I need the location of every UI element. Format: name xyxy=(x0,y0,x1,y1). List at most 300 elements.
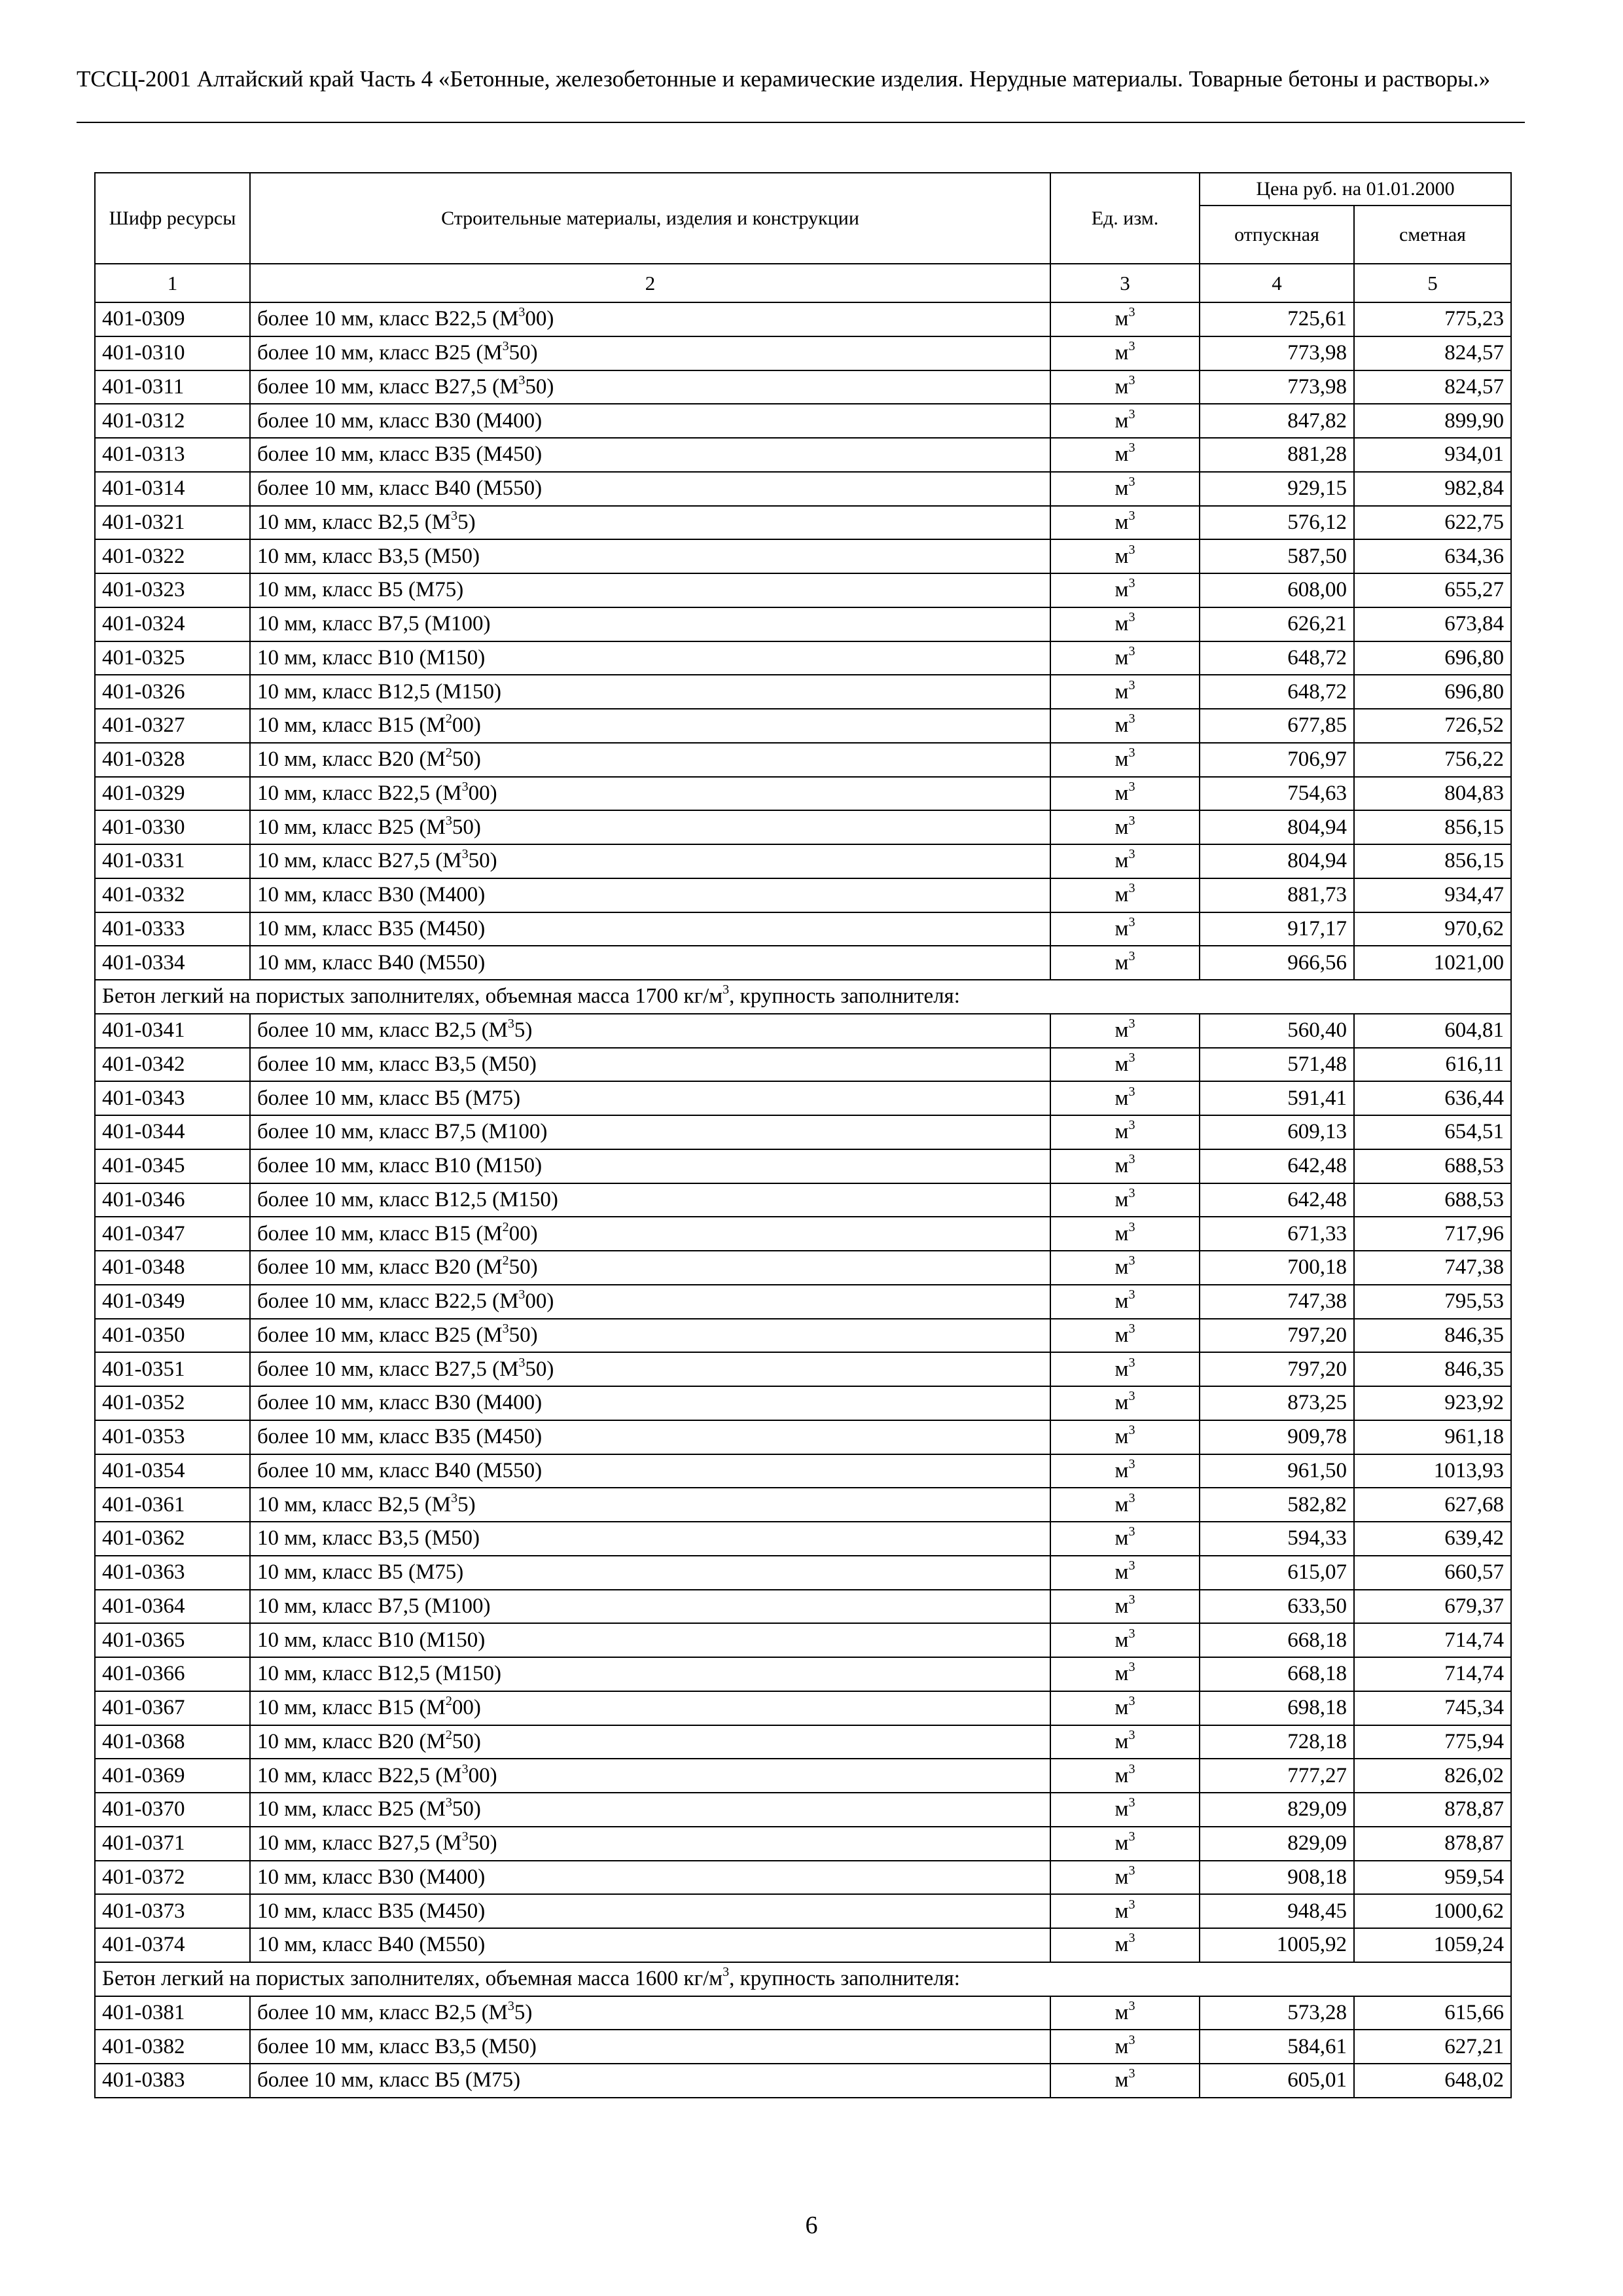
material-name-text: 10 мм, класс В25 (М xyxy=(257,815,446,839)
material-name-text: 10 мм, класс В25 (М xyxy=(257,1797,446,1821)
table-row xyxy=(95,370,1511,404)
estimate-price: 688,53 xyxy=(1354,1183,1511,1217)
resource-code: 401-0329 xyxy=(95,777,250,811)
release-price: 961,50 xyxy=(1200,1454,1354,1488)
material-name xyxy=(250,370,1050,404)
estimate-price: 923,92 xyxy=(1354,1386,1511,1420)
table-row xyxy=(95,777,1511,811)
table-row xyxy=(95,404,1511,438)
unit-cell xyxy=(1050,1251,1200,1285)
material-name-tail: 5) xyxy=(514,1018,533,1043)
superscript: 3 xyxy=(1128,813,1135,828)
material-name-text: 10 мм, класс В20 (М xyxy=(257,747,446,772)
table-row xyxy=(95,810,1511,844)
superscript: 3 xyxy=(1128,1321,1135,1336)
material-name xyxy=(250,1488,1050,1522)
material-name-text: более 10 мм, класс В22,5 (М xyxy=(257,1289,519,1314)
table-row xyxy=(95,302,1511,336)
unit-cell xyxy=(1050,607,1200,641)
release-price: 917,17 xyxy=(1200,912,1354,946)
superscript: 3 xyxy=(451,508,458,523)
unit-text: м xyxy=(1115,578,1129,602)
release-price: 698,18 xyxy=(1200,1691,1354,1725)
material-name-tail: 5) xyxy=(514,2000,533,2024)
estimate-price: 717,96 xyxy=(1354,1217,1511,1251)
unit-text: м xyxy=(1115,883,1129,907)
material-name xyxy=(250,1217,1050,1251)
superscript: 3 xyxy=(518,1355,526,1370)
unit-text: м xyxy=(1115,1187,1129,1211)
section-row xyxy=(95,1962,1511,1996)
release-price: 829,09 xyxy=(1200,1827,1354,1861)
unit-cell xyxy=(1050,1454,1200,1488)
release-price: 929,15 xyxy=(1200,472,1354,506)
unit-text: м xyxy=(1115,1120,1129,1144)
resource-code: 401-0345 xyxy=(95,1149,250,1183)
material-name-text: более 10 мм, класс В40 (М550) xyxy=(257,1458,543,1482)
unit-cell xyxy=(1050,1285,1200,1319)
estimate-price: 934,01 xyxy=(1354,438,1511,472)
material-name xyxy=(250,1928,1050,1962)
material-name-text: 10 мм, класс В15 (М xyxy=(257,1696,446,1720)
superscript: 2 xyxy=(445,745,452,761)
table-row xyxy=(95,1522,1511,1556)
unit-cell xyxy=(1050,1894,1200,1928)
release-price: 873,25 xyxy=(1200,1386,1354,1420)
release-price: 668,18 xyxy=(1200,1657,1354,1691)
resource-code: 401-0349 xyxy=(95,1285,250,1319)
material-name-tail: 50) xyxy=(525,374,554,399)
material-name-text: 10 мм, класс В7,5 (М100) xyxy=(257,1594,491,1618)
superscript: 3 xyxy=(507,1016,514,1031)
table-row xyxy=(95,844,1511,878)
release-price: 804,94 xyxy=(1200,810,1354,844)
resource-code: 401-0328 xyxy=(95,743,250,777)
material-name-text: 10 мм, класс В40 (М550) xyxy=(257,1933,486,1957)
material-name-text: более 10 мм, класс В35 (М450) xyxy=(257,442,543,467)
material-name-text: более 10 мм, класс В10 (М150) xyxy=(257,1154,543,1178)
release-price: 948,45 xyxy=(1200,1894,1354,1928)
material-name-tail: 00) xyxy=(525,1289,554,1314)
table-row xyxy=(95,1793,1511,1827)
superscript: 3 xyxy=(1128,1016,1135,1031)
col-number: 5 xyxy=(1354,264,1511,302)
estimate-price: 654,51 xyxy=(1354,1115,1511,1149)
unit-text: м xyxy=(1115,1086,1129,1110)
release-price: 594,33 xyxy=(1200,1522,1354,1556)
section-text: Бетон легкий на пористых заполнителях, объемная масса 1600 кг/м xyxy=(102,1967,723,1991)
table-row xyxy=(95,2064,1511,2098)
material-name-tail: 5) xyxy=(457,1492,476,1516)
col-number: 3 xyxy=(1050,264,1200,302)
table-row xyxy=(95,1759,1511,1793)
resource-code: 401-0324 xyxy=(95,607,250,641)
release-price: 642,48 xyxy=(1200,1149,1354,1183)
material-name-text: 10 мм, класс В5 (М75) xyxy=(257,1560,464,1585)
material-name-text: более 10 мм, класс В40 (М550) xyxy=(257,476,543,501)
material-name xyxy=(250,1759,1050,1793)
unit-cell xyxy=(1050,1759,1200,1793)
unit-text: м xyxy=(1115,1696,1129,1720)
release-price: 728,18 xyxy=(1200,1725,1354,1759)
resource-code: 401-0368 xyxy=(95,1725,250,1759)
material-name-text: 10 мм, класс В40 (М550) xyxy=(257,950,486,975)
material-name-text: более 10 мм, класс В5 (М75) xyxy=(257,1086,521,1110)
material-name-text: 10 мм, класс В12,5 (М150) xyxy=(257,1662,502,1686)
estimate-price: 959,54 xyxy=(1354,1861,1511,1895)
unit-cell xyxy=(1050,1319,1200,1353)
material-name-text: более 10 мм, класс В2,5 (М xyxy=(257,2000,508,2024)
estimate-price: 639,42 xyxy=(1354,1522,1511,1556)
unit-text: м xyxy=(1115,1221,1129,1246)
superscript: 3 xyxy=(518,372,526,387)
release-price: 608,00 xyxy=(1200,573,1354,607)
material-name xyxy=(250,777,1050,811)
material-name-text: 10 мм, класс В30 (М400) xyxy=(257,883,486,907)
unit-cell xyxy=(1050,1048,1200,1082)
unit-cell xyxy=(1050,709,1200,743)
table-row xyxy=(95,912,1511,946)
estimate-price: 636,44 xyxy=(1354,1081,1511,1115)
material-name-text: 10 мм, класс В10 (М150) xyxy=(257,645,486,670)
material-name-text: более 10 мм, класс В27,5 (М xyxy=(257,374,519,399)
estimate-price: 824,57 xyxy=(1354,370,1511,404)
unit-text: м xyxy=(1115,1628,1129,1652)
material-name-tail: 50) xyxy=(452,747,481,772)
material-name-text: более 10 мм, класс В15 (М xyxy=(257,1221,503,1246)
resource-code: 401-0374 xyxy=(95,1928,250,1962)
material-name-text: более 10 мм, класс В7,5 (М100) xyxy=(257,1120,548,1144)
unit-text: м xyxy=(1115,815,1129,839)
resource-code: 401-0326 xyxy=(95,675,250,709)
release-price: 633,50 xyxy=(1200,1590,1354,1624)
material-name xyxy=(250,573,1050,607)
superscript: 3 xyxy=(1128,440,1135,456)
estimate-price: 899,90 xyxy=(1354,404,1511,438)
table-row xyxy=(95,946,1511,980)
table-row xyxy=(95,573,1511,607)
superscript: 3 xyxy=(1128,1931,1135,1946)
superscript: 3 xyxy=(507,1998,514,2013)
resource-code: 401-0325 xyxy=(95,641,250,675)
table-row xyxy=(95,1014,1511,1048)
release-price: 797,20 xyxy=(1200,1319,1354,1353)
material-name xyxy=(250,1691,1050,1725)
table-row xyxy=(95,1081,1511,1115)
material-name-text: 10 мм, класс В27,5 (М xyxy=(257,1831,462,1856)
material-name-tail: 50) xyxy=(452,1729,481,1753)
estimate-price: 696,80 xyxy=(1354,675,1511,709)
resource-code: 401-0330 xyxy=(95,810,250,844)
resource-code: 401-0373 xyxy=(95,1894,250,1928)
estimate-price: 856,15 xyxy=(1354,810,1511,844)
unit-text: м xyxy=(1115,2000,1129,2024)
estimate-price: 756,22 xyxy=(1354,743,1511,777)
material-name xyxy=(250,1725,1050,1759)
unit-cell xyxy=(1050,777,1200,811)
section-text: Бетон легкий на пористых заполнителях, объемная масса 1700 кг/м xyxy=(102,984,723,1009)
table-body xyxy=(95,302,1511,2098)
superscript: 3 xyxy=(1128,339,1135,354)
release-price: 648,72 xyxy=(1200,675,1354,709)
release-price: 648,72 xyxy=(1200,641,1354,675)
unit-text: м xyxy=(1115,1492,1129,1516)
table-row xyxy=(95,743,1511,777)
resource-code: 401-0369 xyxy=(95,1759,250,1793)
release-price: 777,27 xyxy=(1200,1759,1354,1793)
estimate-price: 622,75 xyxy=(1354,506,1511,540)
material-name xyxy=(250,810,1050,844)
superscript: 3 xyxy=(1128,948,1135,963)
material-name xyxy=(250,2064,1050,2098)
unit-text: м xyxy=(1115,307,1129,331)
unit-text: м xyxy=(1115,1662,1129,1686)
unit-cell xyxy=(1050,1149,1200,1183)
resource-code: 401-0332 xyxy=(95,878,250,912)
superscript: 3 xyxy=(1128,372,1135,387)
release-price: 677,85 xyxy=(1200,709,1354,743)
table-row xyxy=(95,675,1511,709)
material-name-text: 10 мм, класс В3,5 (М50) xyxy=(257,544,480,568)
material-name xyxy=(250,1081,1050,1115)
col-header-name: Строительные материалы, изделия и конструкции xyxy=(250,173,1050,264)
unit-text: м xyxy=(1115,1154,1129,1178)
material-name-text: более 10 мм, класс В35 (М450) xyxy=(257,1425,543,1449)
estimate-price: 824,57 xyxy=(1354,336,1511,370)
release-price: 576,12 xyxy=(1200,506,1354,540)
release-price: 700,18 xyxy=(1200,1251,1354,1285)
resource-code: 401-0310 xyxy=(95,336,250,370)
superscript: 3 xyxy=(1128,1219,1135,1234)
superscript: 3 xyxy=(1128,1050,1135,1065)
material-name-text: 10 мм, класс В27,5 (М xyxy=(257,849,462,873)
unit-cell xyxy=(1050,404,1200,438)
resource-code: 401-0327 xyxy=(95,709,250,743)
material-name xyxy=(250,1454,1050,1488)
section-title xyxy=(95,1962,1511,1996)
unit-text: м xyxy=(1115,2034,1129,2058)
unit-text: м xyxy=(1115,408,1129,433)
table-row xyxy=(95,1115,1511,1149)
col-header-release-price: отпускная xyxy=(1200,206,1354,264)
unit-cell xyxy=(1050,1623,1200,1657)
unit-text: м xyxy=(1115,1018,1129,1043)
material-name xyxy=(250,1386,1050,1420)
release-price: 584,61 xyxy=(1200,2030,1354,2064)
material-name xyxy=(250,1048,1050,1082)
unit-text: м xyxy=(1115,950,1129,975)
table-row xyxy=(95,1623,1511,1657)
estimate-price: 775,94 xyxy=(1354,1725,1511,1759)
superscript: 3 xyxy=(461,779,469,794)
resource-code: 401-0370 xyxy=(95,1793,250,1827)
superscript: 3 xyxy=(722,982,730,997)
resource-code: 401-0381 xyxy=(95,1996,250,2030)
material-name-text: 10 мм, класс В15 (М xyxy=(257,713,446,738)
material-name xyxy=(250,1996,1050,2030)
superscript: 3 xyxy=(1128,1152,1135,1167)
material-name xyxy=(250,1623,1050,1657)
resource-code: 401-0363 xyxy=(95,1556,250,1590)
resource-code: 401-0342 xyxy=(95,1048,250,1082)
material-name xyxy=(250,1894,1050,1928)
material-name-text: 10 мм, класс В3,5 (М50) xyxy=(257,1526,480,1551)
table-row xyxy=(95,1488,1511,1522)
superscript: 3 xyxy=(1128,1897,1135,1912)
unit-text: м xyxy=(1115,1763,1129,1787)
material-name xyxy=(250,1251,1050,1285)
unit-cell xyxy=(1050,1725,1200,1759)
material-name-text: более 10 мм, класс В12,5 (М150) xyxy=(257,1187,558,1211)
material-name-text: более 10 мм, класс В22,5 (М xyxy=(257,307,519,331)
unit-text: м xyxy=(1115,1052,1129,1076)
col-header-code: Шифр ресурсы xyxy=(95,173,250,264)
unit-cell xyxy=(1050,2030,1200,2064)
material-name xyxy=(250,1115,1050,1149)
material-name-text: 10 мм, класс В35 (М450) xyxy=(257,916,486,941)
material-name-text: более 10 мм, класс В30 (М400) xyxy=(257,1391,543,1415)
table-row xyxy=(95,472,1511,506)
superscript: 3 xyxy=(461,1829,469,1844)
table-row xyxy=(95,539,1511,573)
resource-code: 401-0347 xyxy=(95,1217,250,1251)
table-row xyxy=(95,1827,1511,1861)
material-name xyxy=(250,1657,1050,1691)
resource-code: 401-0343 xyxy=(95,1081,250,1115)
unit-text: м xyxy=(1115,612,1129,636)
estimate-price: 627,68 xyxy=(1354,1488,1511,1522)
release-price: 881,73 xyxy=(1200,878,1354,912)
material-name-text: более 10 мм, класс В3,5 (М50) xyxy=(257,2034,537,2058)
unit-text: м xyxy=(1115,544,1129,568)
material-name xyxy=(250,1793,1050,1827)
superscript: 3 xyxy=(1128,1118,1135,1133)
material-name xyxy=(250,709,1050,743)
resource-code: 401-0352 xyxy=(95,1386,250,1420)
estimate-price: 688,53 xyxy=(1354,1149,1511,1183)
material-name xyxy=(250,878,1050,912)
estimate-price: 878,87 xyxy=(1354,1793,1511,1827)
resource-code: 401-0344 xyxy=(95,1115,250,1149)
release-price: 881,28 xyxy=(1200,438,1354,472)
estimate-price: 627,21 xyxy=(1354,2030,1511,2064)
table-row xyxy=(95,1251,1511,1285)
header-title: ТССЦ-2001 Алтайский край Часть 4 «Бетонные, железобетонные и керамические изделия. Нерудные материалы. Товарные бетоны и растворы.» xyxy=(77,66,1491,92)
unit-cell xyxy=(1050,1488,1200,1522)
table-row xyxy=(95,607,1511,641)
unit-cell xyxy=(1050,1861,1200,1895)
release-price: 909,78 xyxy=(1200,1420,1354,1454)
material-name xyxy=(250,336,1050,370)
superscript: 3 xyxy=(1128,1389,1135,1404)
superscript: 3 xyxy=(1128,1524,1135,1539)
material-name xyxy=(250,1522,1050,1556)
unit-cell xyxy=(1050,336,1200,370)
resource-code: 401-0309 xyxy=(95,302,250,336)
release-price: 773,98 xyxy=(1200,336,1354,370)
resource-code: 401-0366 xyxy=(95,1657,250,1691)
unit-cell xyxy=(1050,912,1200,946)
resource-code: 401-0322 xyxy=(95,539,250,573)
estimate-price: 795,53 xyxy=(1354,1285,1511,1319)
unit-text: м xyxy=(1115,849,1129,873)
unit-text: м xyxy=(1115,1933,1129,1957)
resource-code: 401-0383 xyxy=(95,2064,250,2098)
material-name-text: 10 мм, класс В22,5 (М xyxy=(257,1763,462,1787)
superscript: 3 xyxy=(1128,542,1135,557)
unit-cell xyxy=(1050,370,1200,404)
unit-text: м xyxy=(1115,1594,1129,1618)
release-price: 725,61 xyxy=(1200,302,1354,336)
estimate-price: 982,84 xyxy=(1354,472,1511,506)
superscript: 3 xyxy=(461,1761,469,1776)
unit-cell xyxy=(1050,1793,1200,1827)
unit-cell xyxy=(1050,810,1200,844)
unit-text: м xyxy=(1115,374,1129,399)
table-row xyxy=(95,1352,1511,1386)
unit-cell xyxy=(1050,675,1200,709)
col-number: 2 xyxy=(250,264,1050,302)
superscript: 3 xyxy=(1128,1084,1135,1099)
material-name-tail: 5) xyxy=(457,510,476,534)
section-text-tail: , крупность заполнителя: xyxy=(729,984,960,1009)
resource-code: 401-0362 xyxy=(95,1522,250,1556)
unit-cell xyxy=(1050,2064,1200,2098)
table-row xyxy=(95,1691,1511,1725)
material-name xyxy=(250,1014,1050,1048)
material-name xyxy=(250,1183,1050,1217)
material-name-text: более 10 мм, класс В2,5 (М xyxy=(257,1018,508,1043)
unit-text: м xyxy=(1115,442,1129,467)
resource-code: 401-0334 xyxy=(95,946,250,980)
estimate-price: 604,81 xyxy=(1354,1014,1511,1048)
unit-cell xyxy=(1050,1352,1200,1386)
superscript: 3 xyxy=(1128,508,1135,523)
col-header-estimate-price: сметная xyxy=(1354,206,1511,264)
superscript: 3 xyxy=(1128,1423,1135,1438)
estimate-price: 961,18 xyxy=(1354,1420,1511,1454)
superscript: 3 xyxy=(1128,1456,1135,1471)
table-row xyxy=(95,336,1511,370)
material-name xyxy=(250,472,1050,506)
material-name-text: более 10 мм, класс В20 (М xyxy=(257,1255,503,1280)
unit-cell xyxy=(1050,1420,1200,1454)
material-name-text: 10 мм, класс В2,5 (М xyxy=(257,1492,452,1516)
superscript: 3 xyxy=(518,1287,526,1302)
unit-text: м xyxy=(1115,1458,1129,1482)
material-name-tail: 00) xyxy=(508,1221,538,1246)
col-header-unit: Ед. изм. xyxy=(1050,173,1200,264)
unit-cell xyxy=(1050,878,1200,912)
resource-code: 401-0361 xyxy=(95,1488,250,1522)
release-price: 609,13 xyxy=(1200,1115,1354,1149)
material-name xyxy=(250,675,1050,709)
unit-text: м xyxy=(1115,1899,1129,1923)
unit-text: м xyxy=(1115,1425,1129,1449)
unit-cell xyxy=(1050,1081,1200,1115)
material-name xyxy=(250,1861,1050,1895)
table-row xyxy=(95,1725,1511,1759)
material-name xyxy=(250,641,1050,675)
estimate-price: 726,52 xyxy=(1354,709,1511,743)
material-name-text: более 10 мм, класс В25 (М xyxy=(257,1323,503,1347)
superscript: 3 xyxy=(1128,1863,1135,1878)
unit-text: м xyxy=(1115,476,1129,501)
superscript: 3 xyxy=(1128,1829,1135,1844)
material-name xyxy=(250,743,1050,777)
unit-cell xyxy=(1050,946,1200,980)
section-title xyxy=(95,980,1511,1014)
